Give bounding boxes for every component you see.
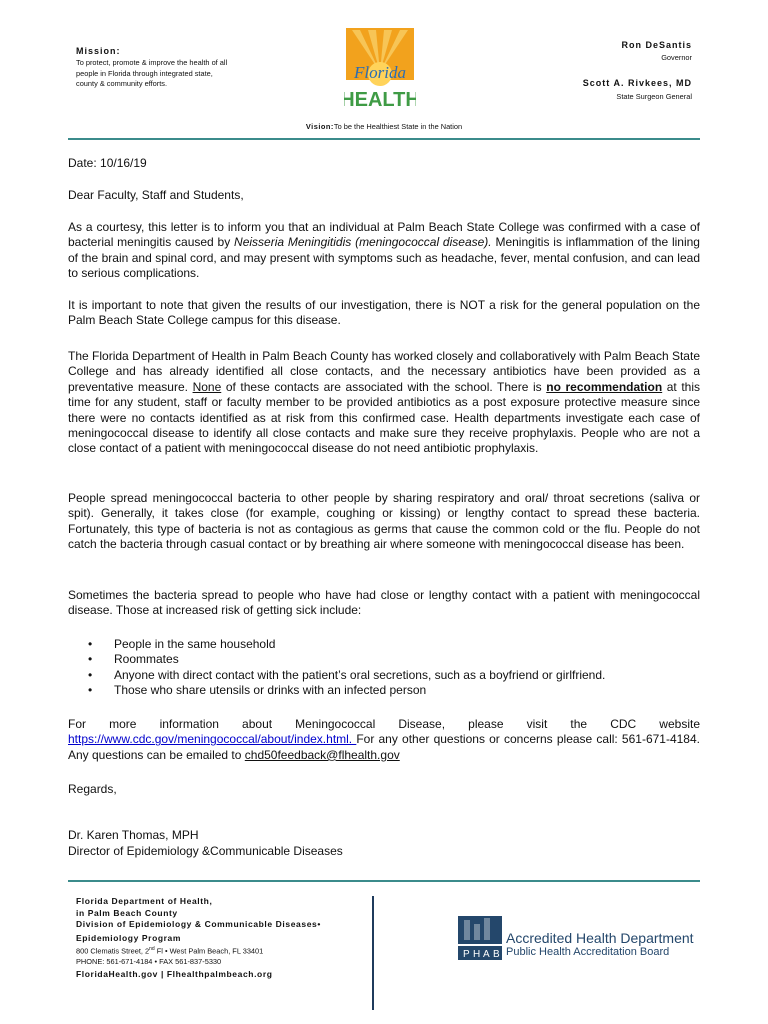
list-item: • Anyone with direct contact with the patient’s oral secretions, such as a boyfriend or girlfriend. xyxy=(68,668,700,683)
accreditation-board: Public Health Accreditation Board xyxy=(506,946,670,958)
footer-vertical-divider xyxy=(372,896,374,1010)
mission-label: Mission: xyxy=(76,46,121,56)
letter-date: Date: 10/16/19 xyxy=(68,156,147,170)
footer-websites[interactable]: FloridaHealth.gov | Flhealthpalmbeach.org xyxy=(76,969,273,980)
footer-contact-block xyxy=(76,896,376,981)
footer-program: Epidemiology Program xyxy=(76,932,182,943)
signer-name: Dr. Karen Thomas, MPH xyxy=(68,828,199,842)
risk-list xyxy=(68,637,700,699)
letter-closing: Regards, xyxy=(68,782,117,796)
footer-phone: PHONE: 561-671-4184 • FAX 561-837-5330 xyxy=(76,957,222,967)
paragraph-risk: It is important to note that given the results of our investigation, there is NOT a risk for the general population on the Palm Beach State College campus for this disease. xyxy=(68,298,700,328)
letter-salutation: Dear Faculty, Staff and Students, xyxy=(68,188,244,202)
paragraph-increased-risk: Sometimes the bacteria spread to people who have had close or lengthy contact with a patient with meningococcal disease. Those at increased risk of getting sick include: xyxy=(68,588,700,618)
svg-text:B: B xyxy=(493,949,500,960)
feedback-email-link[interactable]: chd50feedback@flhealth.gov xyxy=(244,747,400,762)
svg-text:A: A xyxy=(483,949,490,960)
vision-statement xyxy=(0,122,768,131)
paragraph-contacts: The Florida Department of Health in Palm Beach County has worked closely and collaboratively with Palm Beach State College and has already identified all close contacts, and the necessary antibiotics have been provided as a preventative measure. None of these contacts are associated with the school. There is no recommendation at this time for any student, staff or faculty member to be provided antibiotics as a post exposure protective measure since there were no contacts identified as at risk from this confirmed case. Health departments investigate each case of meningococcal disease to identify all close contacts and make sure they receive prophylaxis. People who are not a close contact of a patient with meningococcal disease do not need antibiotic prophylaxis. xyxy=(68,349,701,456)
signer-title: Director of Epidemiology &Communicable Diseases xyxy=(68,844,343,858)
list-item: • Roommates xyxy=(68,652,700,667)
phab-logo xyxy=(458,916,502,965)
svg-text:Florida: Florida xyxy=(354,63,406,82)
phab-logo-icon xyxy=(458,916,502,960)
mission-text: To protect, promote & improve the health of all people in Florida through integrated state, county & community efforts. xyxy=(76,58,228,88)
footer-division: Division of Epidemiology & Communicable Diseases• xyxy=(76,919,321,929)
vision-text: To be the Healthiest State in the Nation xyxy=(333,122,463,131)
header-divider xyxy=(68,138,700,140)
paragraph-notice: As a courtesy, this letter is to inform you that an individual at Palm Beach State College was confirmed with a case of bacterial meningitis caused by Neisseria Meningitidis (meningococcal disease). Meningitis is inflammation of the lining of the brain and spinal cord, and may present with symptoms such as headache, fever, mental confusion, and can lead to serious complications. xyxy=(68,220,700,281)
accreditation-title: Accredited Health Department xyxy=(506,930,694,946)
footer-county: in Palm Beach County xyxy=(76,907,178,918)
florida-health-logo xyxy=(344,26,416,112)
footer-address: 800 Clematis Street, 2nd Fl • West Palm Beach, FL 33401 xyxy=(76,946,264,956)
cdc-website-link[interactable]: https://www.cdc.gov/meningococcal/about/index.html. xyxy=(68,732,357,747)
governor-title: Governor xyxy=(661,53,692,62)
footer-department: Florida Department of Health, xyxy=(76,896,213,906)
paragraph-more-info: For more information about Meningococcal Disease, please visit the CDC website https://www.cdc.gov/meningococcal/about/index.html. For any other questions or concerns please call: 561-671-4184. Any questions can be emailed to chd50feedback@flhealth.gov xyxy=(68,717,700,762)
vision-label: Vision: xyxy=(305,122,334,131)
svg-text:HEALTH: HEALTH xyxy=(344,89,416,111)
surgeon-general-name: Scott A. Rivkees, MD xyxy=(582,78,692,88)
governor-name: Ron DeSantis xyxy=(621,40,692,50)
list-item: • Those who share utensils or drinks with an infected person xyxy=(68,683,700,698)
svg-text:H: H xyxy=(473,949,481,960)
footer-divider xyxy=(68,880,700,882)
svg-text:P: P xyxy=(463,949,470,960)
paragraph-spread: People spread meningococcal bacteria to other people by sharing respiratory and oral/ throat secretions (saliva or spit). Generally, it takes close (for example, coughing or kissing) or lengthy contact to spread these bacteria. Fortunately, this type of bacteria is not as contagious as germs that cause the common cold or the flu. People do not catch the bacteria through casual contact or by breathing air where someone with meningococcal disease has been. xyxy=(68,491,700,552)
surgeon-general-title: State Surgeon General xyxy=(616,92,692,101)
list-item: • People in the same household xyxy=(68,637,700,652)
sun-logo-icon xyxy=(344,26,416,112)
